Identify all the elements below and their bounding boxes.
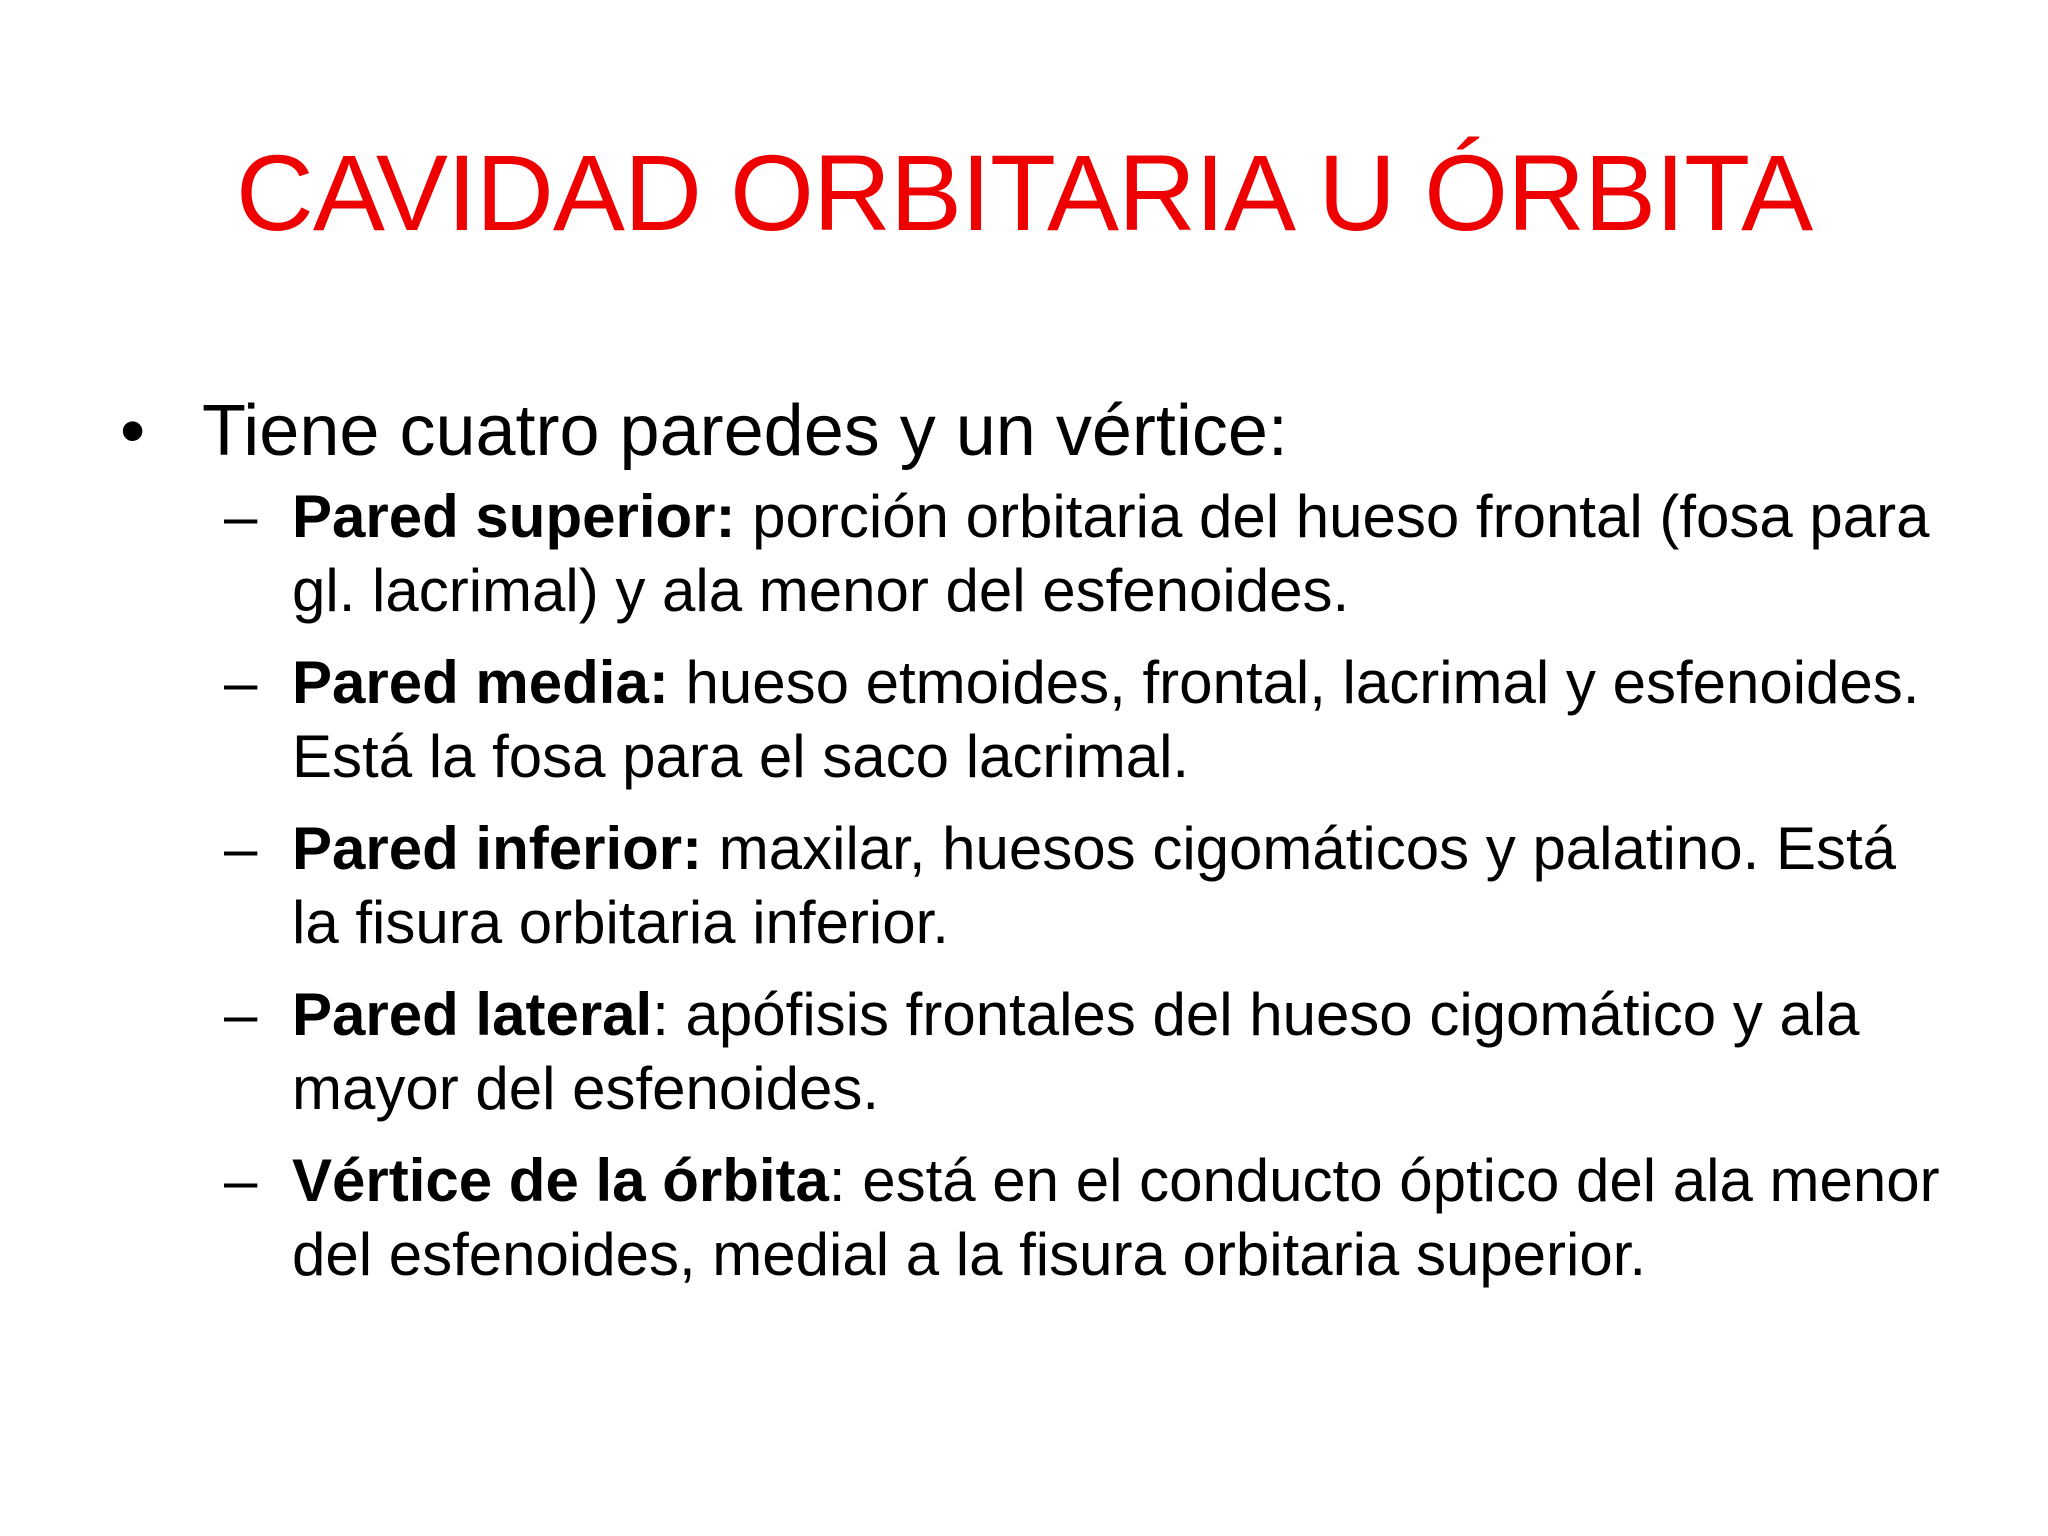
sub-item-pared-inferior xyxy=(224,812,1944,960)
sub-item-term-suffix: : xyxy=(828,1147,846,1214)
dash-marker: – xyxy=(224,815,258,882)
sub-item-term: Vértice de la órbita xyxy=(292,1147,829,1214)
slide-content xyxy=(120,388,1980,1310)
slide-title: CAVIDAD ORBITARIA U ÓRBITA xyxy=(235,132,1813,253)
sub-item-vertice-orbita xyxy=(224,1144,1944,1292)
sub-list xyxy=(120,480,1980,1292)
main-bullet-text: Tiene cuatro paredes y un vértice: xyxy=(202,391,1288,471)
dash-marker: – xyxy=(224,1147,258,1214)
sub-item-description: porción orbitaria del hueso frontal (fosa para gl. lacrimal) y ala menor del esfenoides. xyxy=(292,483,1930,624)
sub-item-term: Pared inferior: xyxy=(292,815,703,882)
dash-marker: – xyxy=(224,483,258,550)
sub-item-pared-media xyxy=(224,646,1944,794)
sub-item-description: está en el conducto óptico del ala menor del esfenoides, medial a la fisura orbitaria superior. xyxy=(292,1147,1940,1288)
sub-item-description: hueso etmoides, frontal, lacrimal y esfenoides. Está la fosa para el saco lacrimal. xyxy=(292,649,1920,790)
dash-marker: – xyxy=(224,981,258,1048)
bullet-marker: • xyxy=(120,391,146,471)
main-bullet xyxy=(120,388,1980,474)
sub-item-term-suffix: : xyxy=(652,981,669,1048)
sub-item-term: Pared lateral xyxy=(292,981,653,1048)
sub-item-term: Pared media: xyxy=(292,649,669,716)
sub-item-description: apófisis frontales del hueso cigomático y ala mayor del esfenoides. xyxy=(292,981,1860,1122)
sub-item-description: maxilar, huesos cigomáticos y palatino. Está la fisura orbitaria inferior. xyxy=(292,815,1897,956)
sub-item-term: Pared superior: xyxy=(292,483,736,550)
sub-item-pared-lateral xyxy=(224,978,1944,1126)
dash-marker: – xyxy=(224,649,258,716)
sub-item-pared-superior xyxy=(224,480,1944,628)
